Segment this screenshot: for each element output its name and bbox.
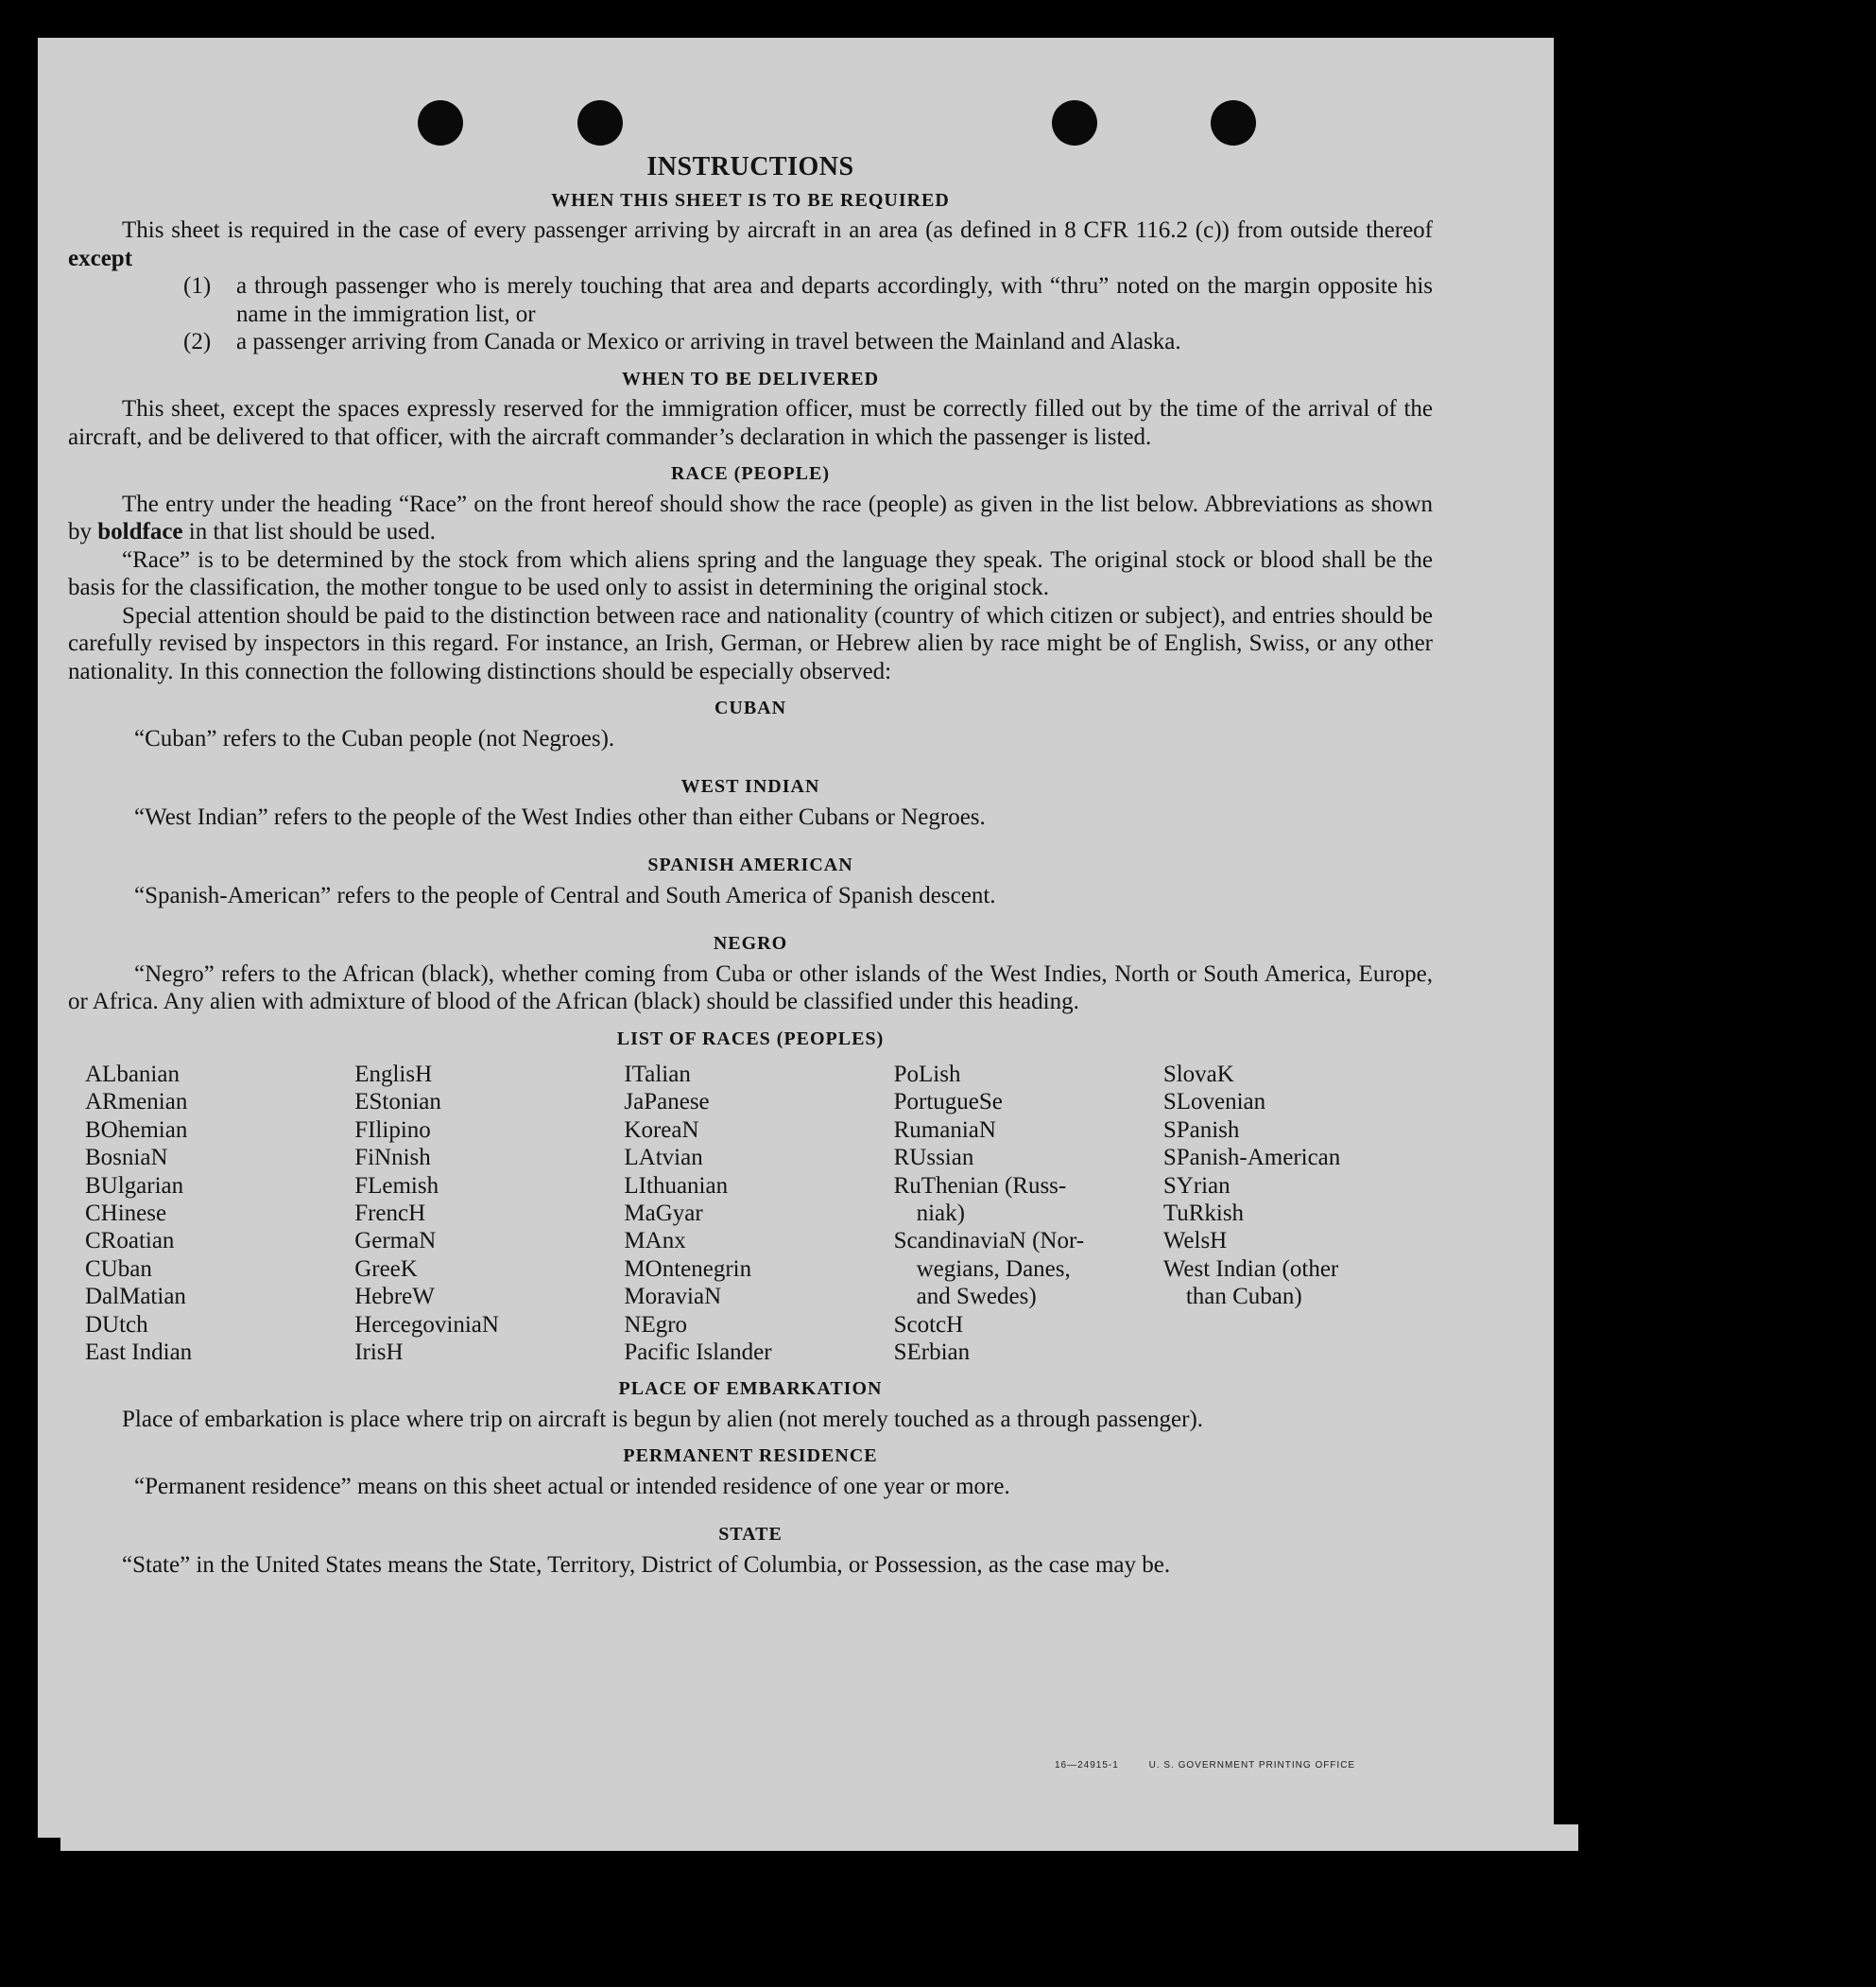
list-item: ITalian [624, 1062, 691, 1087]
page-title: INSTRUCTIONS [646, 152, 854, 181]
list-item: PoLish [893, 1062, 961, 1087]
list-item: SYrian [1162, 1172, 1231, 1199]
heading-required: WHEN THIS SHEET IS TO BE REQUIRED [551, 189, 950, 211]
list-item: RUssian [893, 1145, 974, 1171]
heading-spanish-american: SPANISH AMERICAN [647, 855, 853, 875]
list-item: SlovaK [1162, 1062, 1234, 1087]
list-item: FIlipino [354, 1116, 431, 1143]
print-footer [1055, 1760, 1382, 1771]
list-item: GreeK [354, 1255, 418, 1282]
list-item: DUtch [85, 1311, 148, 1338]
list-item: CUban [85, 1255, 152, 1282]
residence-text: “Permanent residence” means on this sheet actual or intended residence of one year or more. [134, 1473, 1010, 1499]
list-item: RumaniaN [893, 1116, 996, 1143]
list-item: JaPanese [624, 1089, 710, 1115]
delivered-text: This sheet, except the spaces expressly reserved for the immigration officer, must be correctly filled out by the time of the arrival of the aircraft, and be delivered to that officer, with the aircraft commander’s declaration in which the passenger is listed. [68, 396, 1433, 450]
list-item: ALbanian [85, 1062, 180, 1087]
list-item: NEgro [624, 1311, 688, 1338]
required-intro: This sheet is required in the case of every passenger arriving by aircraft in an area (as defined in 8 CFR 116.2 (c)) from outside thereof except [68, 217, 1433, 271]
list-item: PortugueSe [893, 1089, 1003, 1115]
list-item: ScandinaviaN (Nor- [893, 1228, 1085, 1254]
list-item: West Indian (other [1162, 1255, 1339, 1282]
races-column-2 [354, 1061, 624, 1366]
heading-delivered: WHEN TO BE DELIVERED [621, 368, 880, 389]
embarkation-text: Place of embarkation is place where trip on aircraft is begun by alien (not merely touched as a through passenger). [122, 1406, 1204, 1432]
race-paragraph-2: “Race” is to be determined by the stock from which aliens spring and the language they speak. The original stock or blood shall be the basis for the classification, the mother tongue to be used only to assist in determining the original stock. [68, 546, 1433, 600]
exception-item-2: (2) a passenger arriving from Canada or Mexico or arriving in travel between the Mainland and Alaska. [183, 329, 1181, 354]
punch-hole [1211, 100, 1256, 146]
state-text: “State” in the United States means the State, Territory, District of Columbia, or Possession, as the case may be. [122, 1551, 1171, 1578]
heading-embarkation: PLACE OF EMBARKATION [618, 1378, 883, 1400]
list-item: niak) [916, 1201, 965, 1227]
west-indian-text: “West Indian” refers to the people of the West Indies other than either Cubans or Negroes. [134, 803, 986, 830]
list-item: SLovenian [1162, 1089, 1266, 1115]
list-item: LAtvian [624, 1145, 703, 1171]
list-item: East Indian [85, 1339, 193, 1366]
exception-item-1: (1) a through passenger who is merely touching that area and departs accordingly, with “thru” noted on the margin opposite his name in the immigration list, or [183, 273, 1433, 327]
list-item: IrisH [354, 1339, 404, 1366]
list-item: RuThenian (Russ- [893, 1172, 1067, 1199]
list-item: ScotcH [893, 1311, 964, 1338]
list-item: Pacific Islander [624, 1339, 772, 1366]
list-item: EStonian [354, 1089, 441, 1115]
heading-negro: NEGRO [713, 933, 788, 954]
races-list [85, 1061, 1433, 1366]
list-item: MaGyar [624, 1201, 703, 1227]
list-item: SPanish-American [1162, 1145, 1341, 1171]
list-item: BosniaN [85, 1145, 168, 1171]
list-item: FrencH [354, 1201, 426, 1227]
list-item: wegians, Danes, [916, 1255, 1071, 1282]
list-item: WelsH [1162, 1228, 1228, 1254]
instructions-body [68, 153, 1433, 1579]
cuban-text: “Cuban” refers to the Cuban people (not Negroes). [134, 725, 615, 752]
list-item: than Cuban) [1185, 1284, 1302, 1310]
races-column-1 [85, 1061, 354, 1366]
races-column-5 [1163, 1061, 1433, 1366]
negro-text: “Negro” refers to the African (black), whether coming from Cuba or other islands of the West Indies, North or South America, Europe, or Africa. Any alien with admixture of blood of the African (black) should be classified under this heading. [68, 960, 1433, 1014]
list-item: TuRkish [1162, 1201, 1245, 1227]
heading-race: RACE (PEOPLE) [671, 463, 830, 484]
list-item: GermaN [354, 1228, 437, 1254]
list-item: CHinese [85, 1201, 167, 1227]
list-item: FLemish [354, 1172, 439, 1199]
list-item: HebreW [354, 1284, 435, 1310]
list-item: SPanish [1162, 1116, 1240, 1143]
heading-west-indian: WEST INDIAN [680, 776, 820, 797]
punch-hole [577, 100, 623, 146]
page-edge [60, 1824, 1578, 1851]
list-item: FiNnish [354, 1145, 431, 1171]
list-item: DalMatian [85, 1284, 186, 1310]
list-item: LIthuanian [624, 1172, 729, 1199]
punch-hole [1052, 100, 1097, 146]
printer-imprint: U. S. GOVERNMENT PRINTING OFFICE [1148, 1760, 1356, 1771]
list-item: MoraviaN [624, 1284, 722, 1310]
list-item: ARmenian [85, 1089, 188, 1115]
spanish-american-text: “Spanish-American” refers to the people of Central and South America of Spanish descent. [134, 882, 996, 908]
heading-state: STATE [718, 1524, 783, 1546]
list-item: MAnx [624, 1228, 686, 1254]
list-item: MOntenegrin [624, 1255, 752, 1282]
form-number: 16—24915-1 [1055, 1760, 1119, 1771]
list-item: BUlgarian [85, 1172, 184, 1199]
heading-cuban: CUBAN [714, 698, 787, 718]
list-item: BOhemian [85, 1116, 188, 1143]
heading-permanent-residence: PERMANENT RESIDENCE [623, 1445, 878, 1467]
race-paragraph-3: Special attention should be paid to the distinction between race and nationality (country of which citizen or subject), and entries should be carefully revised by inspectors in this regard. For instance, an Irish, German, or Hebrew alien by race might be of English, Swiss, or any other nationality. In this connection the following distinctions should be especially observed: [68, 602, 1433, 684]
list-item: KoreaN [624, 1116, 699, 1143]
races-column-3 [624, 1061, 893, 1366]
race-paragraph-1: The entry under the heading “Race” on the front hereof should show the race (people) as given in the list below. Abbreviations as shown by boldface in that list should be used. [68, 491, 1433, 544]
list-item: CRoatian [85, 1228, 175, 1254]
heading-list-of-races: LIST OF RACES (PEOPLES) [616, 1028, 885, 1049]
list-item: HercegoviniaN [354, 1311, 499, 1338]
punch-hole [418, 100, 463, 146]
races-column-4 [894, 1061, 1163, 1366]
list-item: and Swedes) [916, 1284, 1037, 1310]
list-item: EnglisH [354, 1062, 433, 1087]
list-item: SErbian [893, 1339, 971, 1366]
